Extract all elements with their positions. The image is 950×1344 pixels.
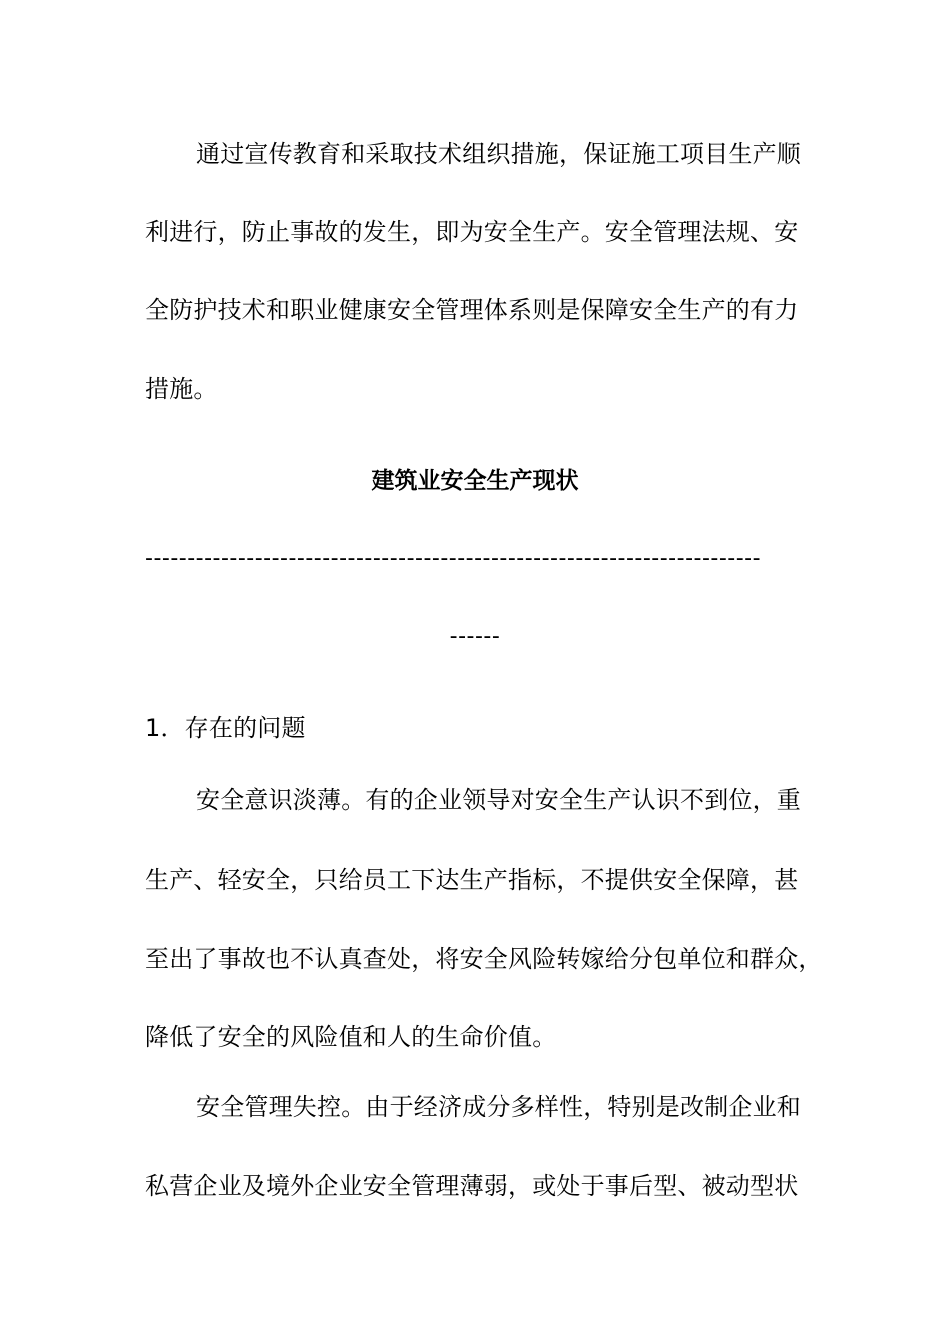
paragraph-1-line-3: 全防护技术和职业健康安全管理体系则是保障安全生产的有力: [145, 296, 799, 324]
paragraph-2-line-2: 生产、轻安全，只给员工下达生产指标，不提供安全保障，甚: [145, 866, 799, 894]
separator-line-1: -------------------------------------------------------------------------: [145, 546, 762, 571]
paragraph-1-line-1: 通过宣传教育和采取技术组织措施，保证施工项目生产顺: [196, 140, 801, 168]
paragraph-1-line-4: 措施。: [145, 375, 218, 403]
paragraph-3-line-1: 安全管理失控。由于经济成分多样性，特别是改制企业和: [196, 1093, 801, 1121]
paragraph-2-line-1: 安全意识淡薄。有的企业领导对安全生产认识不到位，重: [196, 786, 801, 814]
section-title: 建筑业安全生产现状: [371, 468, 579, 494]
paragraph-3-line-2: 私营企业及境外企业安全管理薄弱，或处于事后型、被动型状: [145, 1172, 799, 1200]
paragraph-2-line-4: 降低了安全的风险值和人的生命价值。: [145, 1023, 557, 1051]
subsection-title: 1．存在的问题: [145, 714, 306, 742]
paragraph-2-line-3: 至出了事故也不认真查处，将安全风险转嫁给分包单位和群众，: [145, 945, 823, 973]
paragraph-1-line-2: 利进行，防止事故的发生，即为安全生产。安全管理法规、安: [145, 218, 799, 246]
separator-line-2: ------: [449, 624, 501, 649]
